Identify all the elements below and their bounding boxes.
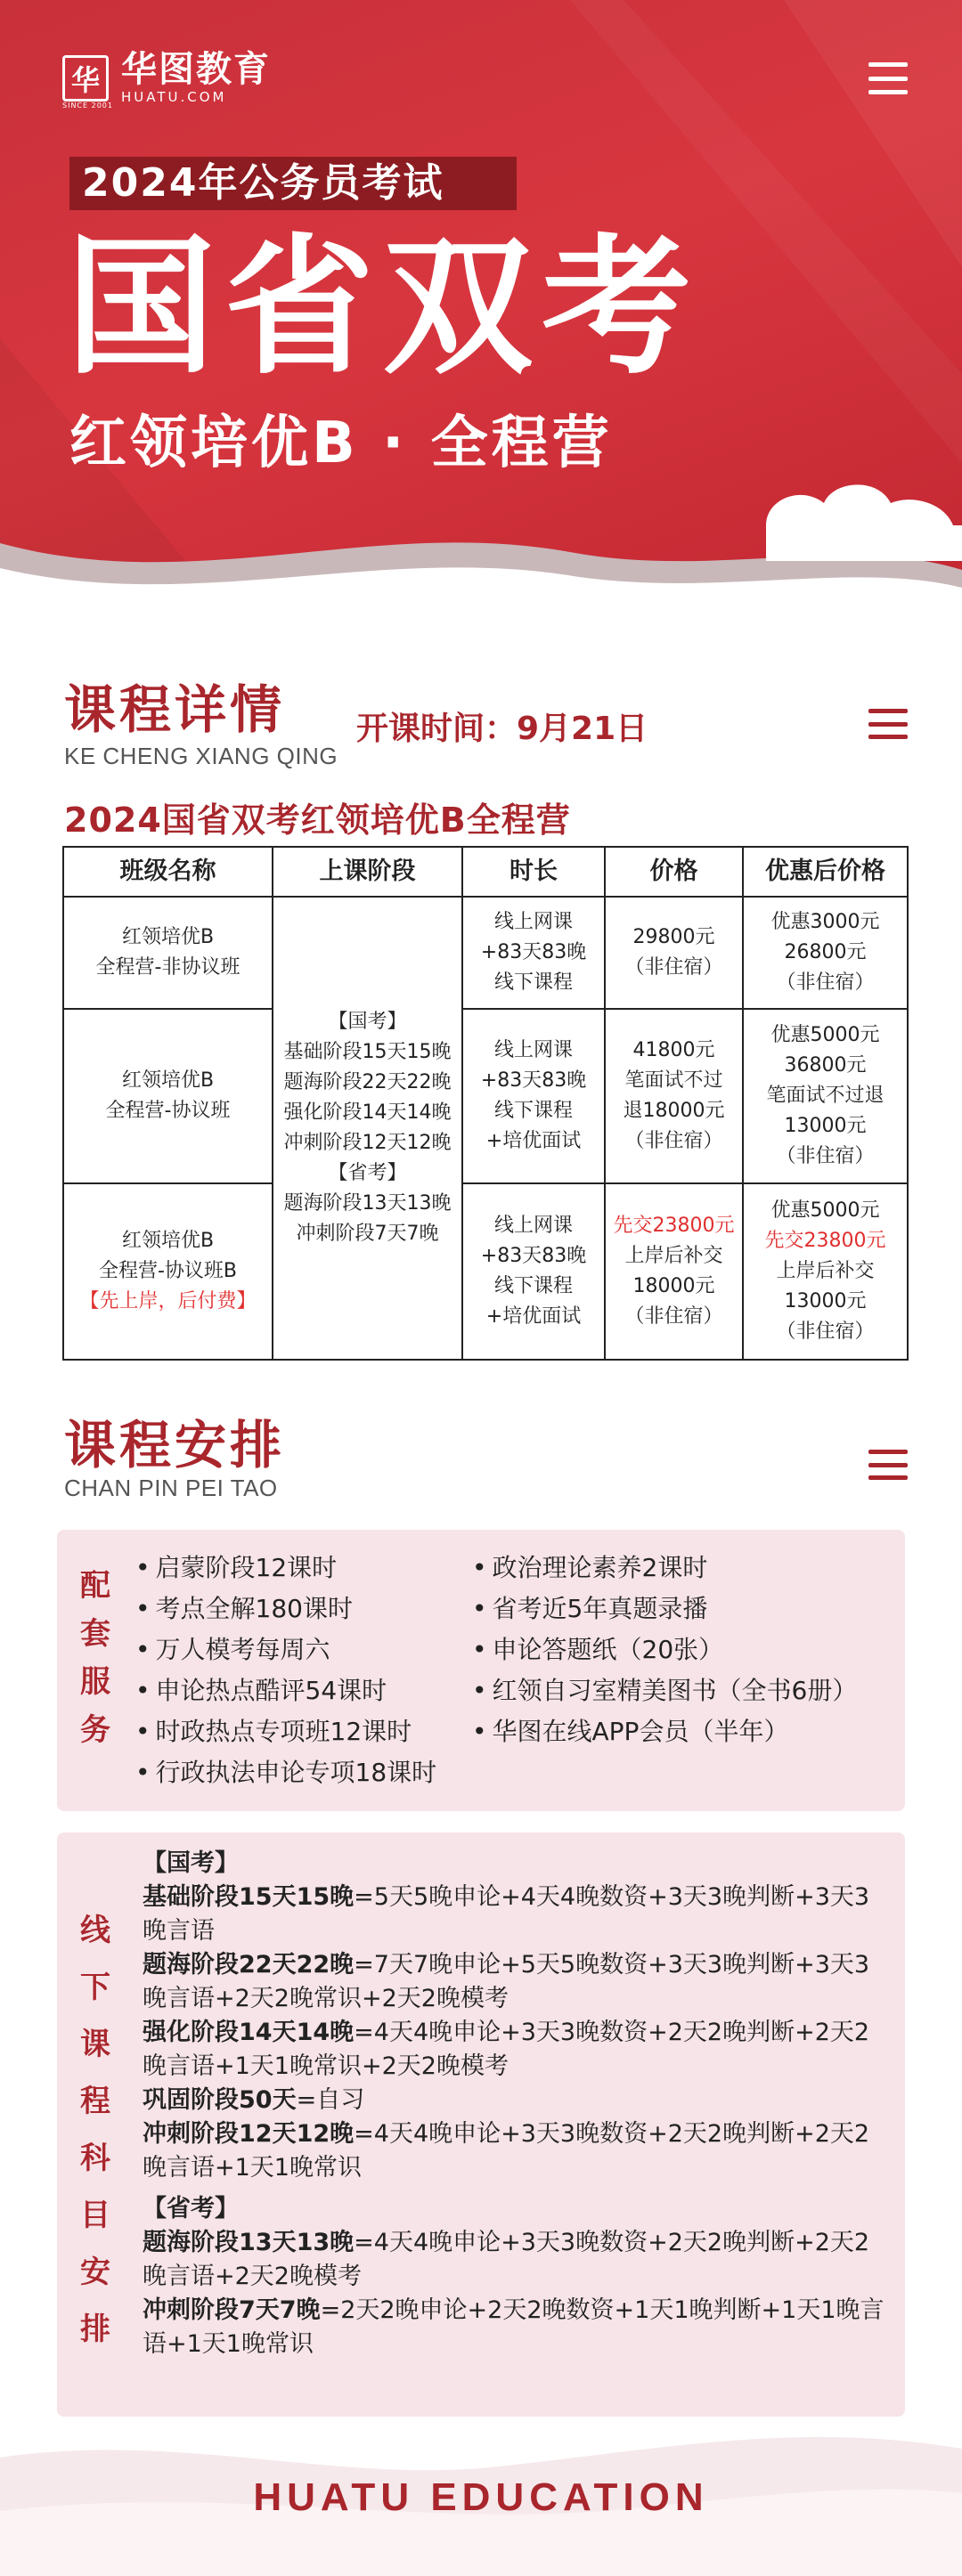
schedule-item: 冲刺阶段12天12晚=4天4晚申论+3天3晚数资+2天2晚判断+2天2晚言语+1天1晚常识 [143, 2120, 870, 2182]
schedule-item: 基础阶段15天15晚=5天5晚申论+4天4晚数资+3天3晚判断+3天3晚言语 [143, 1883, 870, 1945]
course-arrangement-pinyin: CHAN PIN PEI TAO [64, 1475, 278, 1501]
hero-title: 国省双考 [66, 220, 700, 394]
cloud-icon [766, 484, 962, 561]
hamburger-menu-icon[interactable] [868, 62, 908, 94]
logo-chinese-name: 华图教育 [121, 49, 271, 90]
list-item: • 申论答题纸（20张） [472, 1629, 857, 1670]
arrangement-menu-icon[interactable] [868, 1450, 908, 1480]
discount-price-cell: 优惠5000元 36800元 笔面试不过退 13000元 （非住宿） [743, 1009, 908, 1183]
table-row [63, 897, 908, 1009]
offline-course-schedule [143, 1847, 887, 2361]
schedule-item: 强化阶段14天14晚=4天4晚申论+3天3晚数资+2天2晚判断+2天2晚言语+1天1晚常识+2天2晚模考 [143, 2019, 870, 2080]
deposit-price: 先交23800元 [764, 1230, 886, 1252]
offline-course-panel [57, 1832, 905, 2417]
offline-course-label: 线下课程科目安排 [80, 1913, 110, 2347]
table-header-row [63, 847, 908, 897]
price-cell: 29800元 （非住宿） [605, 897, 743, 1009]
duration-cell: 线上网课 +83天83晚 线下课程 [462, 897, 605, 1009]
list-item: • 启蒙阶段12课时 [135, 1548, 436, 1589]
logo-english-name: HUATU.COM [121, 89, 227, 105]
hero-wave-decoration [0, 463, 962, 659]
support-services-label: 配套服务 [80, 1568, 110, 1748]
list-item: • 政治理论素养2课时 [472, 1548, 857, 1589]
exam-year-tag: 2024年公务员考试 [69, 157, 517, 210]
logo-mark-icon: 华 [62, 55, 109, 102]
list-item: • 行政执法申论专项18课时 [135, 1752, 436, 1793]
shengkao-header: 【省考】 [143, 2195, 239, 2223]
class-name-cell: 红领培优B 全程营-协议班B 【先上岸，后付费】 [63, 1183, 273, 1360]
course-start-time: 开课时间：9月21日 [356, 711, 648, 747]
price-cell: 先交23800元 上岸后补交 18000元 （非住宿） [605, 1183, 743, 1360]
course-details-pinyin: KE CHENG XIANG QING [64, 743, 338, 769]
table-row [63, 1009, 908, 1183]
huatu-logo[interactable] [62, 49, 271, 110]
list-item: • 时政热点专项班12课时 [135, 1711, 436, 1752]
list-item: • 申论热点酷评54课时 [135, 1670, 436, 1711]
course-price-table [62, 846, 909, 1361]
schedule-item: 题海阶段13天13晚=4天4晚申论+3天3晚数资+2天2晚判断+2天2晚言语+2天2晚模考 [143, 2229, 870, 2290]
details-menu-icon[interactable] [868, 709, 908, 739]
list-item: • 考点全解180课时 [135, 1589, 436, 1629]
table-header-cell: 优惠后价格 [743, 847, 908, 897]
logo-since-text: SINCE 2001 [62, 102, 113, 110]
table-header-cell: 上课阶段 [273, 847, 462, 897]
price-cell: 41800元 笔面试不过 退18000元 （非住宿） [605, 1009, 743, 1183]
deposit-price: 先交23800元 [613, 1215, 735, 1237]
course-arrangement-title: 课程安排 [64, 1415, 286, 1475]
hero-banner [0, 0, 962, 659]
table-row [63, 1183, 908, 1360]
list-item: • 省考近5年真题录播 [472, 1589, 857, 1629]
services-list-right [472, 1548, 857, 1752]
list-item: • 红领自习室精美图书（全书6册） [472, 1670, 857, 1711]
list-item: • 万人模考每周六 [135, 1629, 436, 1670]
discount-price-cell: 优惠5000元 先交23800元 上岸后补交 13000元 （非住宿） [743, 1183, 908, 1360]
support-services-panel [57, 1530, 905, 1811]
duration-cell: 线上网课 +83天83晚 线下课程 +培优面试 [462, 1009, 605, 1183]
hero-subtitle: 红领培优B · 全程营 [69, 410, 613, 476]
schedule-item: 冲刺阶段7天7晚=2天2晚申论+2天2晚数资+1天1晚判断+1天1晚言语+1天1晚常识 [143, 2296, 885, 2358]
table-header-cell: 班级名称 [63, 847, 273, 897]
table-header-cell: 价格 [605, 847, 743, 897]
duration-cell: 线上网课 +83天83晚 线下课程 +培优面试 [462, 1183, 605, 1360]
discount-price-cell: 优惠3000元 26800元 （非住宿） [743, 897, 908, 1009]
stage-cell: 【国考】 基础阶段15天15晚 题海阶段22天22晚 强化阶段14天14晚 冲刺阶段12天12晚 【省考】 题海阶段13天13晚 冲刺阶段7天7晚 [273, 897, 462, 1360]
course-details-title: 课程详情 [64, 679, 286, 740]
guokao-header: 【国考】 [143, 1849, 239, 1877]
class-name-cell: 红领培优B 全程营-协议班 [63, 1009, 273, 1183]
schedule-item: 巩固阶段50天=自习 [143, 2086, 365, 2114]
course-table-title: 2024国省双考红领培优B全程营 [64, 800, 571, 840]
class-name-cell: 红领培优B 全程营-非协议班 [63, 897, 273, 1009]
table-header-cell: 时长 [462, 847, 605, 897]
services-list-left [135, 1548, 436, 1793]
pay-after-success-note: 【先上岸，后付费】 [79, 1290, 257, 1312]
list-item: • 华图在线APP会员（半年） [472, 1711, 857, 1752]
schedule-item: 题海阶段22天22晚=7天7晚申论+5天5晚数资+3天3晚判断+3天3晚言语+2天2晚常识+2天2晚模考 [143, 1951, 870, 2012]
footer-brand-text: HUATU EDUCATION [253, 2475, 709, 2519]
